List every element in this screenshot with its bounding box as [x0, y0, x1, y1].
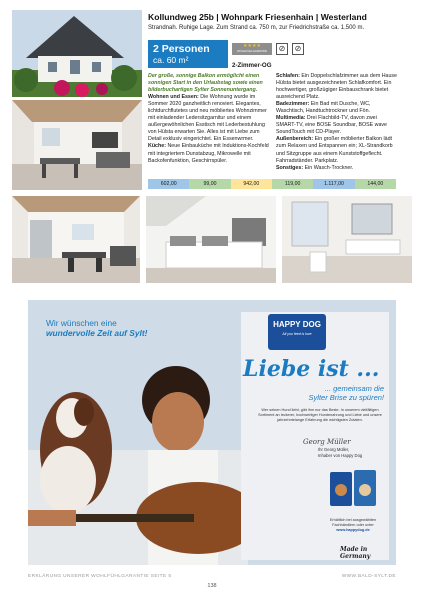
ad-body-text: Wer seinen Hund liebt, gibt ihm nur das Beste. In unserem vielfältigen Sortiment an leckerer, hochwertiger Hundenahrung und Liebe und unsere jahrzehntelange Erfahrung die wichtigsten Zutaten. — [258, 408, 382, 422]
dog-food-packages — [328, 468, 378, 508]
footer-right[interactable]: WWW.BALD-SYLT.DE — [341, 574, 396, 579]
ad-greeting — [46, 318, 147, 338]
price-cell: 942,00 — [231, 179, 272, 189]
description-section: Wohnen und Essen: Die Wohnung wurde im Sommer 2020 ganzheitlich renoviert. Elegantes, lichtdurchflutetes und neu möbliertes Wohnzimmer mit einladender Ledersitzgarnitur und einem außergewöhnlichen Esstisch mit Lederbestuhlung von Hülsta erwarten Sie. Alles ist mit Liebe zum Detail exklusiv eingerichtet. Ein Essenwrmer. — [148, 94, 267, 143]
happy-dog-advertisement — [28, 300, 396, 565]
apartment-type: 2-Zimmer-OG — [232, 62, 272, 69]
ad-signature: Georg Müller — [303, 438, 351, 446]
description-lead: Der große, sonnige Balkon ermöglicht einen sonnigen Start in den Urlaubstag sowie einen bilderbuchartigen Sylter Sonnenuntergang. — [148, 73, 263, 94]
listing-title: Kollundweg 25b | Wohnpark Friesenhain | Westerland — [148, 12, 367, 22]
happy-dog-logo — [268, 314, 326, 350]
footer-left: ERKLÄRUNG UNSERER WOHLFÜHLGARANTIE SEITE 5 — [28, 574, 172, 579]
ad-greeting-line2: wundervolle Zeit auf Sylt! — [46, 328, 148, 338]
price-cell: 1.117,00 — [313, 179, 354, 189]
capacity-badge — [148, 40, 228, 68]
stars-icon: ★★★★ — [243, 43, 261, 49]
made-in-germany-label: Made in Germany — [340, 546, 371, 560]
ad-headline: Liebe ist ... — [243, 356, 380, 382]
ad-url[interactable]: www.happydog.de — [336, 528, 370, 532]
description-section: Multimedia: Drei Flachbild-TV, davon zwei SMART-TV, eine BOSE Soundbar, BOSE wave SoundTouch mit CD-Player. — [276, 115, 387, 136]
guarantee-label: WOHLFÜHLGARANTIE — [237, 49, 267, 53]
ad-subheadline: ... gemeinsam die Sylter Brise zu spüren! — [308, 384, 384, 402]
description-section: Badezimmer: Ein Bad mit Dusche, WC, Waschtisch, Handtuchtrockner und Fön. — [276, 101, 371, 115]
kitchen-photo — [12, 196, 140, 283]
ad-signer: Ihr Georg Müller, Inhaber von Happy Dog — [318, 447, 363, 458]
no-smoking-icon: ⊘ — [292, 43, 304, 55]
logo-name: HAPPY DOG — [273, 320, 321, 329]
ad-greeting-line1: Wir wünschen eine — [46, 318, 117, 328]
price-cell: 99,00 — [189, 179, 230, 189]
listing-subtitle: Strandnah. Ruhige Lage. Zum Strand ca. 750 m, zur Friedrichstraße ca. 1.500 m. — [148, 25, 365, 31]
description-right — [276, 73, 398, 172]
persons-label: 2 Personen — [153, 43, 210, 55]
price-cell: 602,00 — [148, 179, 189, 189]
price-bar — [148, 179, 396, 189]
house-exterior-photo — [12, 10, 142, 97]
ad-retailer-note: Erhältlich bei ausgewählten Fachhändlern oder unter — [329, 518, 377, 527]
living-room-photo — [12, 100, 142, 190]
description-section: Außenbereich: Ein großer möblierter Balkon lädt zum Relaxen und Entspannen ein; XL-Strandkorb und Sitzgruppe aus einem Kunststoffgeflecht. Fahrradständer. Parkplatz. — [276, 136, 393, 164]
description-section: Sonstiges: Ein Wasch-Trockner. — [276, 164, 354, 171]
bathroom-photo — [282, 196, 412, 283]
page-number: 138 — [207, 583, 217, 589]
size-label: ca. 60 m² — [153, 55, 189, 65]
logo-tagline: All you feed is love — [282, 332, 312, 336]
no-pets-icon: ⊘ — [276, 43, 288, 55]
description-section: Küche: Neue Einbauküche mit Induktions-Kochfeld mit integriertem Dunstabzug, Mikrowelle mit Backofenfunktion, Geschirrspüler. — [148, 143, 269, 164]
description-left — [148, 73, 272, 165]
description-section: Schlafen: Ein Doppelschlafzimmer aus dem Hause Hülsta bietet ausgezeichneten Schlafkomfort. Ein hochwertiger, großzügiger Einbauschrank bietet ausreichend Platz. — [276, 73, 398, 101]
price-cell: 119,00 — [272, 179, 313, 189]
bedroom-photo — [146, 196, 276, 283]
price-cell: 144,00 — [355, 179, 396, 189]
guarantee-badge — [232, 43, 272, 55]
